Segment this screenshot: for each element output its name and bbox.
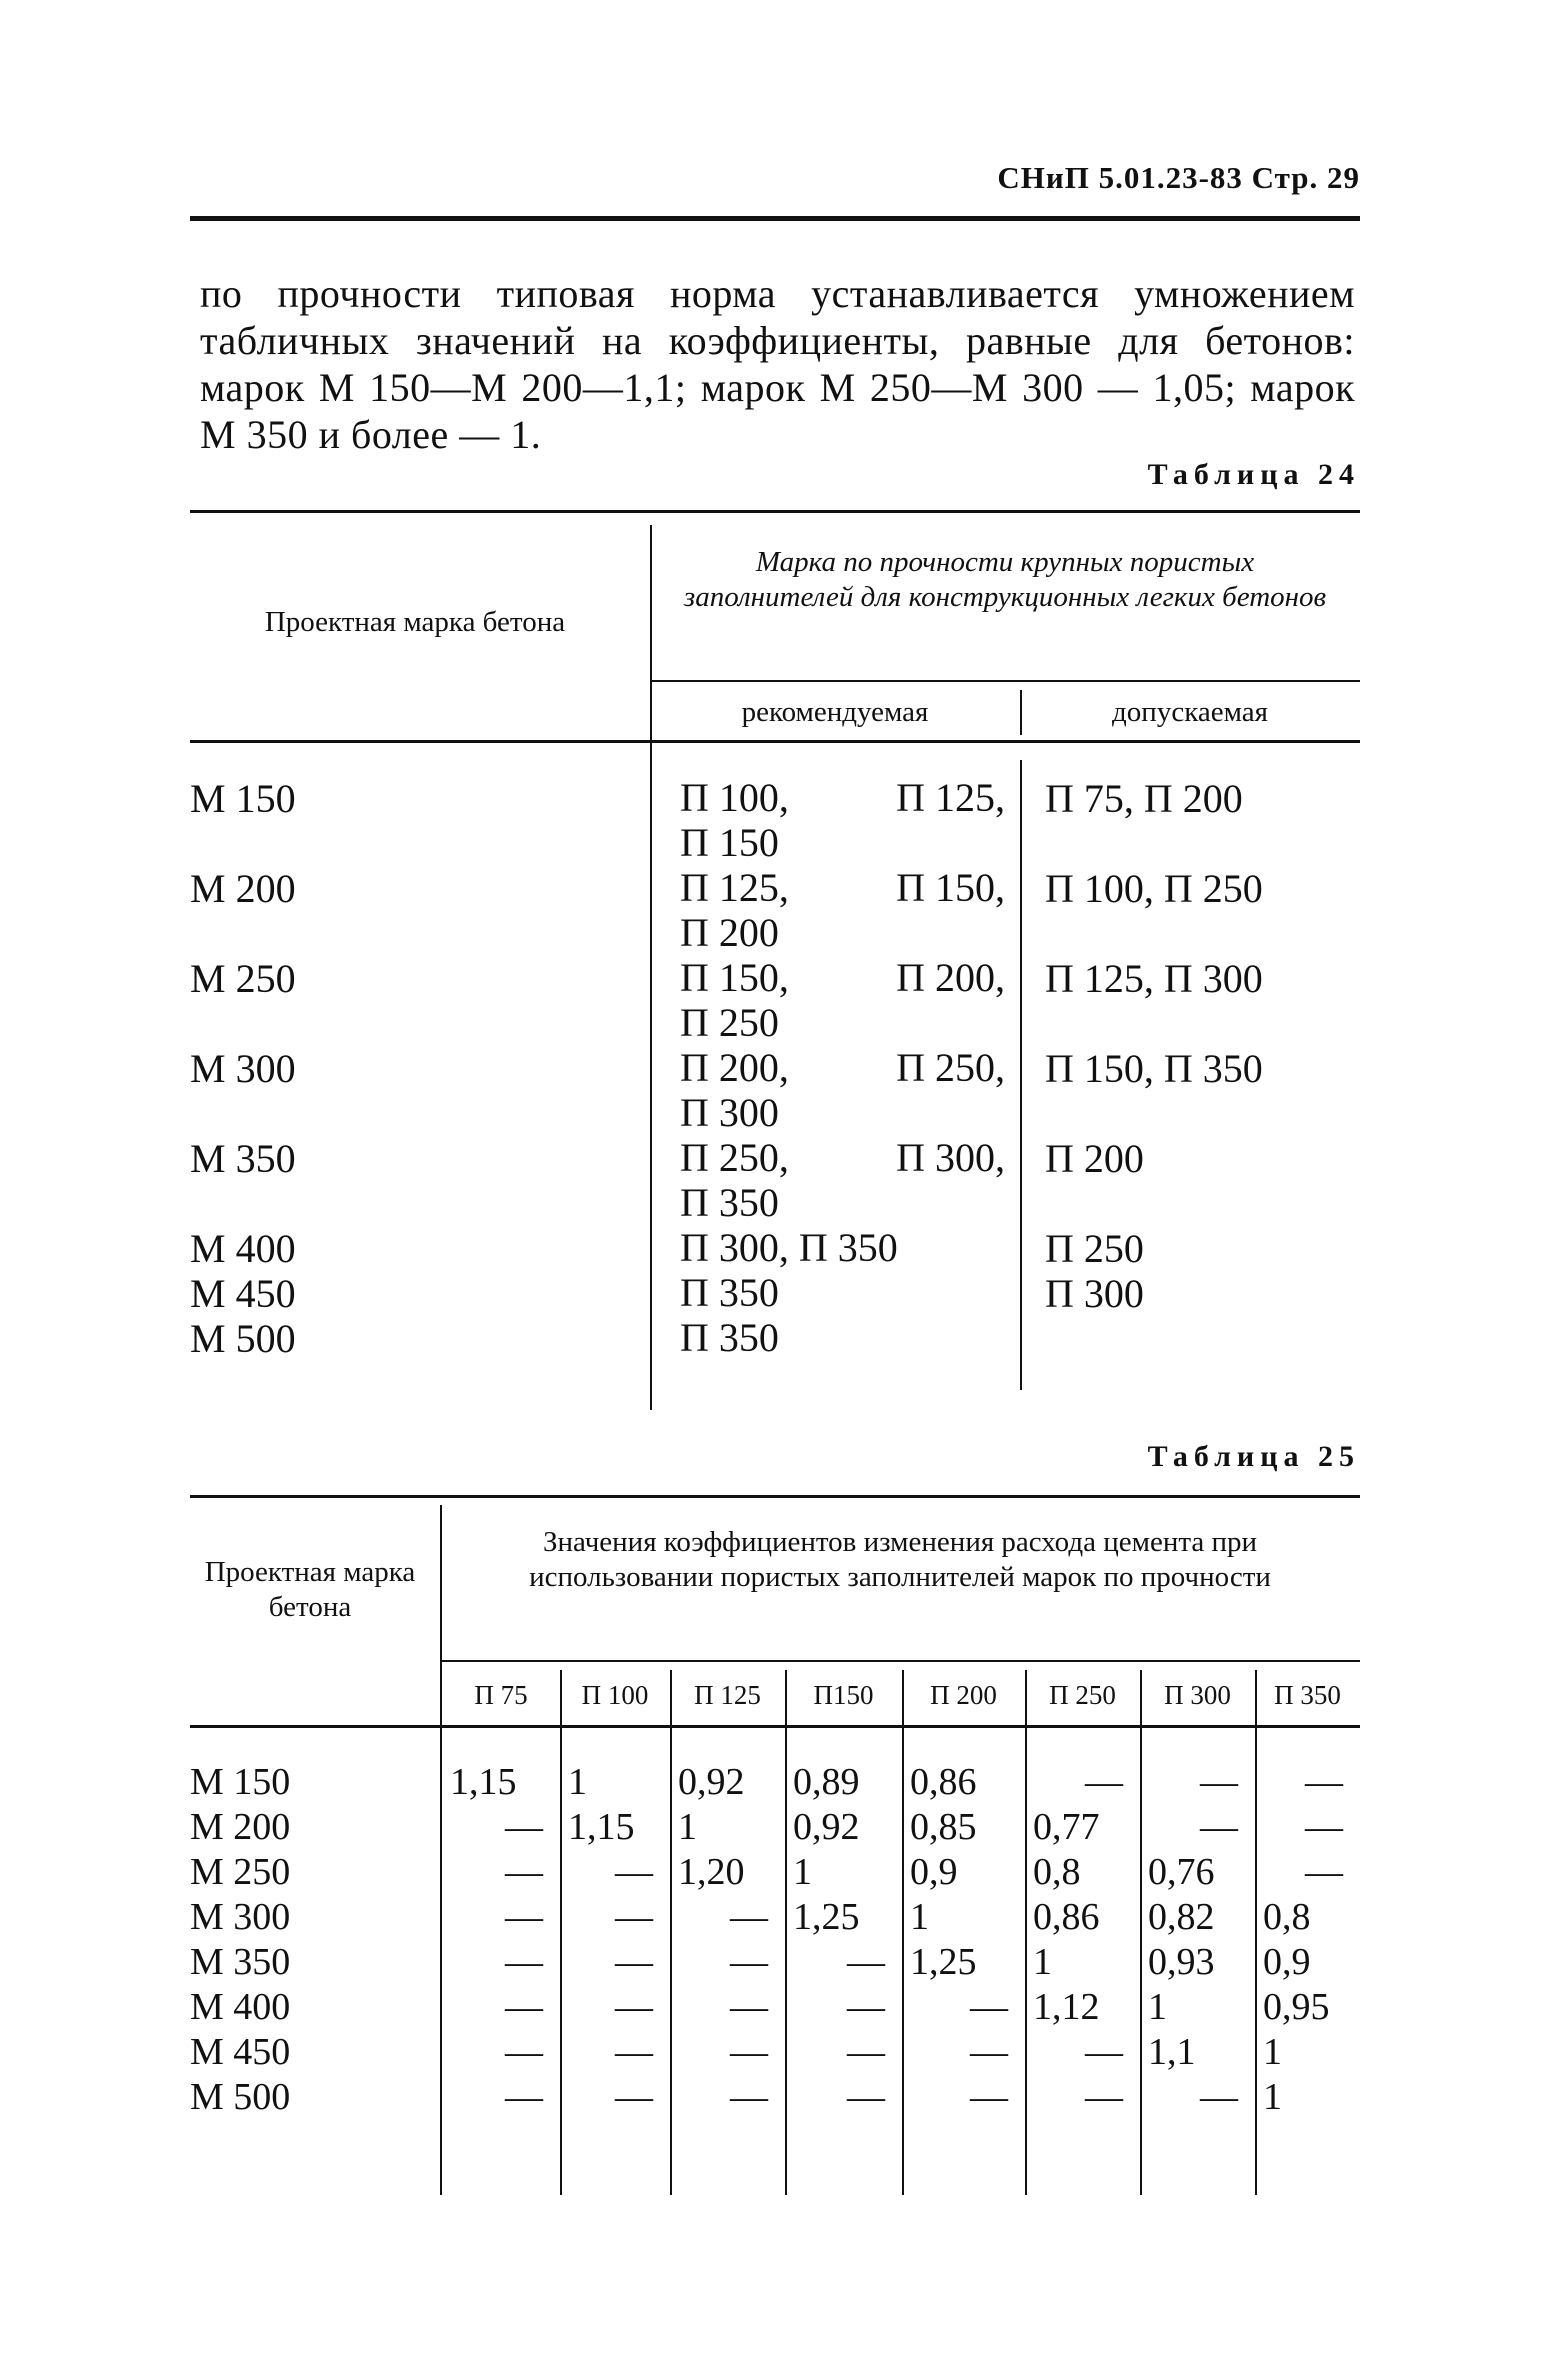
table-25-divider xyxy=(440,1505,442,2195)
table-25-cell: — xyxy=(505,1851,543,1893)
table-24-row-recommended xyxy=(680,1315,1005,1360)
table-25-cell: 1 xyxy=(1033,1941,1052,1983)
table-25-column-header: П 350 xyxy=(1274,1680,1341,1710)
table-24-recommended-line1 xyxy=(680,1270,1005,1315)
table-24 xyxy=(190,510,1360,1390)
table-24-sub-recommended: рекомендуемая xyxy=(741,696,929,728)
table-25-cell: 1,25 xyxy=(793,1896,860,1938)
table-24-row-admissible: П 125, П 300 xyxy=(1045,956,1263,1001)
table-24-row-grade: М 300 xyxy=(190,1046,296,1091)
table-25-column-header: П 300 xyxy=(1164,1680,1231,1710)
table-24-row-recommended xyxy=(680,775,1005,865)
table-25 xyxy=(190,1495,1360,2195)
table-25-cell: — xyxy=(970,2031,1008,2073)
table-24-grade-header: Проектная марка бетона xyxy=(264,606,566,638)
table-25-column-divider xyxy=(1140,1670,1142,2195)
table-24-recommended-line1 xyxy=(680,1135,1005,1180)
table-24-row-grade: М 450 xyxy=(190,1271,296,1316)
table-24-row-grade: М 350 xyxy=(190,1136,296,1181)
table-24-recommended-a: П 100, xyxy=(680,775,789,820)
table-25-cell: 0,9 xyxy=(1263,1941,1311,1983)
table-25-cell: — xyxy=(615,1851,653,1893)
table-25-cell: 0,93 xyxy=(1148,1941,1215,1983)
table-24-row-admissible: П 100, П 250 xyxy=(1045,866,1263,911)
table-24-divider xyxy=(650,525,652,1410)
table-25-cell: 0,92 xyxy=(678,1761,745,1803)
table-24-row-admissible: П 200 xyxy=(1045,1136,1144,1181)
table-24-group-header: Марка по прочности крупных пористых заполнителей для конструкционных легких бетонов xyxy=(683,546,1327,613)
table-25-cell: 1 xyxy=(793,1851,812,1893)
table-25-cell: 1 xyxy=(1263,2031,1282,2073)
table-25-cell: 1 xyxy=(678,1806,697,1848)
table-24-row-admissible: П 300 xyxy=(1045,1271,1144,1316)
table-25-cell: — xyxy=(615,1986,653,2028)
table-24-body-divider xyxy=(1020,760,1022,1390)
table-24-row-grade: М 250 xyxy=(190,956,296,1001)
table-24-row-recommended xyxy=(680,955,1005,1045)
table-24-recommended-a: П 350 xyxy=(680,1270,779,1315)
table-25-column-header: П 75 xyxy=(474,1680,528,1710)
table-25-cell: 0,89 xyxy=(793,1761,860,1803)
header-rule xyxy=(190,216,1360,221)
table-24-recommended-line1 xyxy=(680,865,1005,910)
table-25-cell: 0,82 xyxy=(1148,1896,1215,1938)
table-25-cell: — xyxy=(1305,1806,1343,1848)
table-24-row-admissible: П 150, П 350 xyxy=(1045,1046,1263,1091)
table-25-cell: 1,1 xyxy=(1148,2031,1196,2073)
table-25-cell: 1 xyxy=(1148,1986,1167,2028)
table-25-column-divider xyxy=(902,1670,904,2195)
table-25-cell: — xyxy=(730,1896,768,1938)
table-25-cell: — xyxy=(1085,2031,1123,2073)
table-24-row-grade: М 500 xyxy=(190,1316,296,1361)
table-25-cell: — xyxy=(615,1896,653,1938)
table-25-caption: Таблица 25 xyxy=(1147,1440,1360,1473)
table-25-row-grade: М 300 xyxy=(190,1896,291,1938)
table-24-row-admissible: П 75, П 200 xyxy=(1045,776,1243,821)
table-25-column-divider xyxy=(1025,1670,1027,2195)
table-25-column-header: П150 xyxy=(813,1680,874,1710)
table-24-recommended-line1 xyxy=(680,775,1005,820)
table-24-recommended-line2: П 300 xyxy=(680,1090,779,1135)
table-25-cell: — xyxy=(970,1986,1008,2028)
table-25-cell: — xyxy=(847,2076,885,2118)
table-25-cell: — xyxy=(615,1941,653,1983)
table-24-group-rule xyxy=(650,680,1360,682)
table-24-row-admissible: П 250 xyxy=(1045,1226,1144,1271)
table-25-cell: — xyxy=(505,2031,543,2073)
table-24-row-grade: М 400 xyxy=(190,1226,296,1271)
table-25-cell: — xyxy=(505,1896,543,1938)
table-25-cell: — xyxy=(730,1941,768,1983)
table-25-cell: 0,86 xyxy=(1033,1896,1100,1938)
table-24-recommended-line1 xyxy=(680,1225,1005,1270)
table-24-recommended-line1 xyxy=(680,1315,1005,1360)
intro-paragraph: по прочности типовая норма устанавливается умножением табличных значений на коэффициенты, равные для бетонов: марок М 150—М 200—1,1; марок М 250—М 300 — 1,05; марок М 350 и более — 1. xyxy=(200,271,1355,457)
table-24-row-recommended xyxy=(680,865,1005,955)
table-24-recommended-b: П 150, xyxy=(896,865,1005,910)
table-25-cell: — xyxy=(970,2076,1008,2118)
table-24-row-recommended xyxy=(680,1225,1005,1270)
table-25-cell: — xyxy=(1085,2076,1123,2118)
table-25-row-grade: М 150 xyxy=(190,1761,291,1803)
table-25-row-grade: М 400 xyxy=(190,1986,291,2028)
table-25-cell: — xyxy=(1200,1806,1238,1848)
table-25-cell: — xyxy=(1085,1761,1123,1803)
table-25-cell: 1 xyxy=(910,1896,929,1938)
table-24-subheader-divider xyxy=(1020,690,1022,735)
table-25-column-divider xyxy=(785,1670,787,2195)
table-25-cell: 1,15 xyxy=(450,1761,517,1803)
table-25-cell: 0,8 xyxy=(1033,1851,1081,1893)
table-25-top-rule xyxy=(190,1495,1360,1498)
table-25-cell: — xyxy=(730,2076,768,2118)
table-25-column-header: П 250 xyxy=(1049,1680,1116,1710)
table-25-cell: 0,8 xyxy=(1263,1896,1311,1938)
table-25-cell: 0,92 xyxy=(793,1806,860,1848)
table-24-recommended-line1 xyxy=(680,1045,1005,1090)
table-25-cell: 1,25 xyxy=(910,1941,977,1983)
table-25-cell: 0,76 xyxy=(1148,1851,1215,1893)
table-25-column-header: П 200 xyxy=(930,1680,997,1710)
table-25-row-grade: М 450 xyxy=(190,2031,291,2073)
table-25-cell: 0,86 xyxy=(910,1761,977,1803)
table-25-cell: 1 xyxy=(568,1761,587,1803)
table-24-recommended-line2: П 150 xyxy=(680,820,779,865)
table-24-recommended-b: П 300, xyxy=(896,1135,1005,1180)
table-25-cell: — xyxy=(615,2031,653,2073)
table-25-cell: 0,95 xyxy=(1263,1986,1330,2028)
table-24-recommended-a: П 250, xyxy=(680,1135,789,1180)
table-25-cell: 0,9 xyxy=(910,1851,958,1893)
table-25-cell: — xyxy=(615,2076,653,2118)
table-25-group-rule xyxy=(440,1660,1360,1662)
table-25-cell: — xyxy=(847,2031,885,2073)
table-24-recommended-b: П 125, xyxy=(896,775,1005,820)
table-24-recommended-line2: П 350 xyxy=(680,1180,779,1225)
table-24-header-rule xyxy=(190,740,1360,743)
table-25-column-header: П 100 xyxy=(581,1680,649,1710)
table-25-cell: — xyxy=(1305,1761,1343,1803)
table-24-recommended-a: П 350 xyxy=(680,1315,779,1360)
table-24-recommended-line2: П 250 xyxy=(680,1000,779,1045)
table-25-cell: 1 xyxy=(1263,2076,1282,2118)
table-25-cell: — xyxy=(847,1941,885,1983)
table-25-cell: — xyxy=(505,2076,543,2118)
table-24-row-recommended xyxy=(680,1270,1005,1315)
table-25-column-header: П 125 xyxy=(694,1680,761,1710)
table-25-cell: — xyxy=(1305,1851,1343,1893)
table-24-recommended-b: П 200, xyxy=(896,955,1005,1000)
table-25-group-header: Значения коэффициентов изменения расхода цемента при использовании пористых заполнителей марок по прочности xyxy=(529,1526,1271,1593)
table-25-cell: — xyxy=(1200,1761,1238,1803)
table-24-recommended-b: П 250, xyxy=(896,1045,1005,1090)
table-25-row-grade: М 250 xyxy=(190,1851,291,1893)
table-25-grade-header: Проектная марка бетона xyxy=(204,1556,416,1623)
table-24-row-grade: М 200 xyxy=(190,866,296,911)
table-24-recommended-a: П 125, xyxy=(680,865,789,910)
table-25-cell: — xyxy=(505,1806,543,1848)
table-24-recommended-a: П 150, xyxy=(680,955,789,1000)
table-24-recommended-line2: П 200 xyxy=(680,910,779,955)
table-25-cell: 1,12 xyxy=(1033,1986,1100,2028)
running-header: СНиП 5.01.23-83 Стр. 29 xyxy=(997,160,1360,195)
table-25-cell: 0,77 xyxy=(1033,1806,1100,1848)
table-25-column-divider xyxy=(560,1670,562,2195)
table-25-cell: 1,15 xyxy=(568,1806,635,1848)
table-25-cell: 1,20 xyxy=(678,1851,745,1893)
table-24-top-rule xyxy=(190,510,1360,513)
table-25-header-rule xyxy=(190,1725,1360,1728)
table-25-cell: — xyxy=(1200,2076,1238,2118)
table-25-cell: — xyxy=(730,1986,768,2028)
table-25-row-grade: М 200 xyxy=(190,1806,291,1848)
table-24-row-grade: М 150 xyxy=(190,776,296,821)
table-24-row-recommended xyxy=(680,1135,1005,1225)
table-24-recommended-a: П 300, П 350 xyxy=(680,1225,898,1270)
table-24-sub-admissible: допускаемая xyxy=(1112,696,1268,728)
table-24-recommended-line1 xyxy=(680,955,1005,1000)
table-25-column-divider xyxy=(670,1670,672,2195)
table-25-cell: — xyxy=(847,1986,885,2028)
table-25-cell: 0,85 xyxy=(910,1806,977,1848)
table-24-row-recommended xyxy=(680,1045,1005,1135)
table-25-cell: — xyxy=(505,1941,543,1983)
table-25-row-grade: М 500 xyxy=(190,2076,291,2118)
table-25-cell: — xyxy=(505,1986,543,2028)
table-24-caption: Таблица 24 xyxy=(1147,458,1360,491)
table-25-column-divider xyxy=(1255,1670,1257,2195)
table-25-cell: — xyxy=(730,2031,768,2073)
table-24-recommended-a: П 200, xyxy=(680,1045,789,1090)
table-25-row-grade: М 350 xyxy=(190,1941,291,1983)
